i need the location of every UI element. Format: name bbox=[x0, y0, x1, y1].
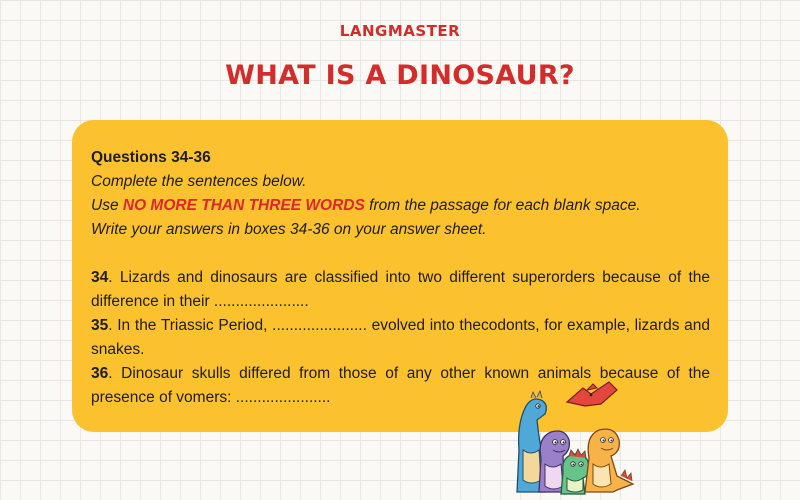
question-text: . Dinosaur skulls differed from those of any other known animals because of the presence of vomers: ...................... bbox=[91, 365, 710, 406]
instruction-word-limit-before: Use bbox=[91, 197, 123, 214]
page-title: WHAT IS A DINOSAUR? bbox=[225, 60, 575, 91]
dinosaurs-illustration-icon bbox=[505, 380, 655, 500]
instruction-answer-boxes: Write your answers in boxes 34-36 on your answer sheet. bbox=[91, 221, 487, 238]
pterodactyl-icon bbox=[567, 382, 617, 406]
instruction-word-limit-after: from the passage for each blank space. bbox=[364, 197, 641, 214]
question-34 bbox=[91, 266, 710, 314]
question-text: . In the Triassic Period, ...................... evolved into thecodonts, for example, lizards and snakes. bbox=[91, 317, 710, 358]
question-text: . Lizards and dinosaurs are classified into two different superorders because of the difference in their ...................... bbox=[91, 269, 710, 310]
question-number: 34 bbox=[91, 269, 109, 286]
orange-dinosaur-icon bbox=[585, 429, 633, 492]
instruction-complete: Complete the sentences below. bbox=[91, 173, 307, 190]
question-number: 35 bbox=[91, 317, 109, 334]
brand-logo: LANGMASTER bbox=[339, 22, 461, 40]
word-limit-emphasis: NO MORE THAN THREE WORDS bbox=[122, 197, 365, 214]
question-number: 36 bbox=[91, 365, 109, 382]
spacer bbox=[91, 242, 710, 266]
green-dinosaur-icon bbox=[561, 449, 589, 494]
instruction-word-limit bbox=[91, 194, 710, 218]
question-35 bbox=[91, 314, 710, 362]
questions-heading: Questions 34-36 bbox=[91, 149, 211, 166]
